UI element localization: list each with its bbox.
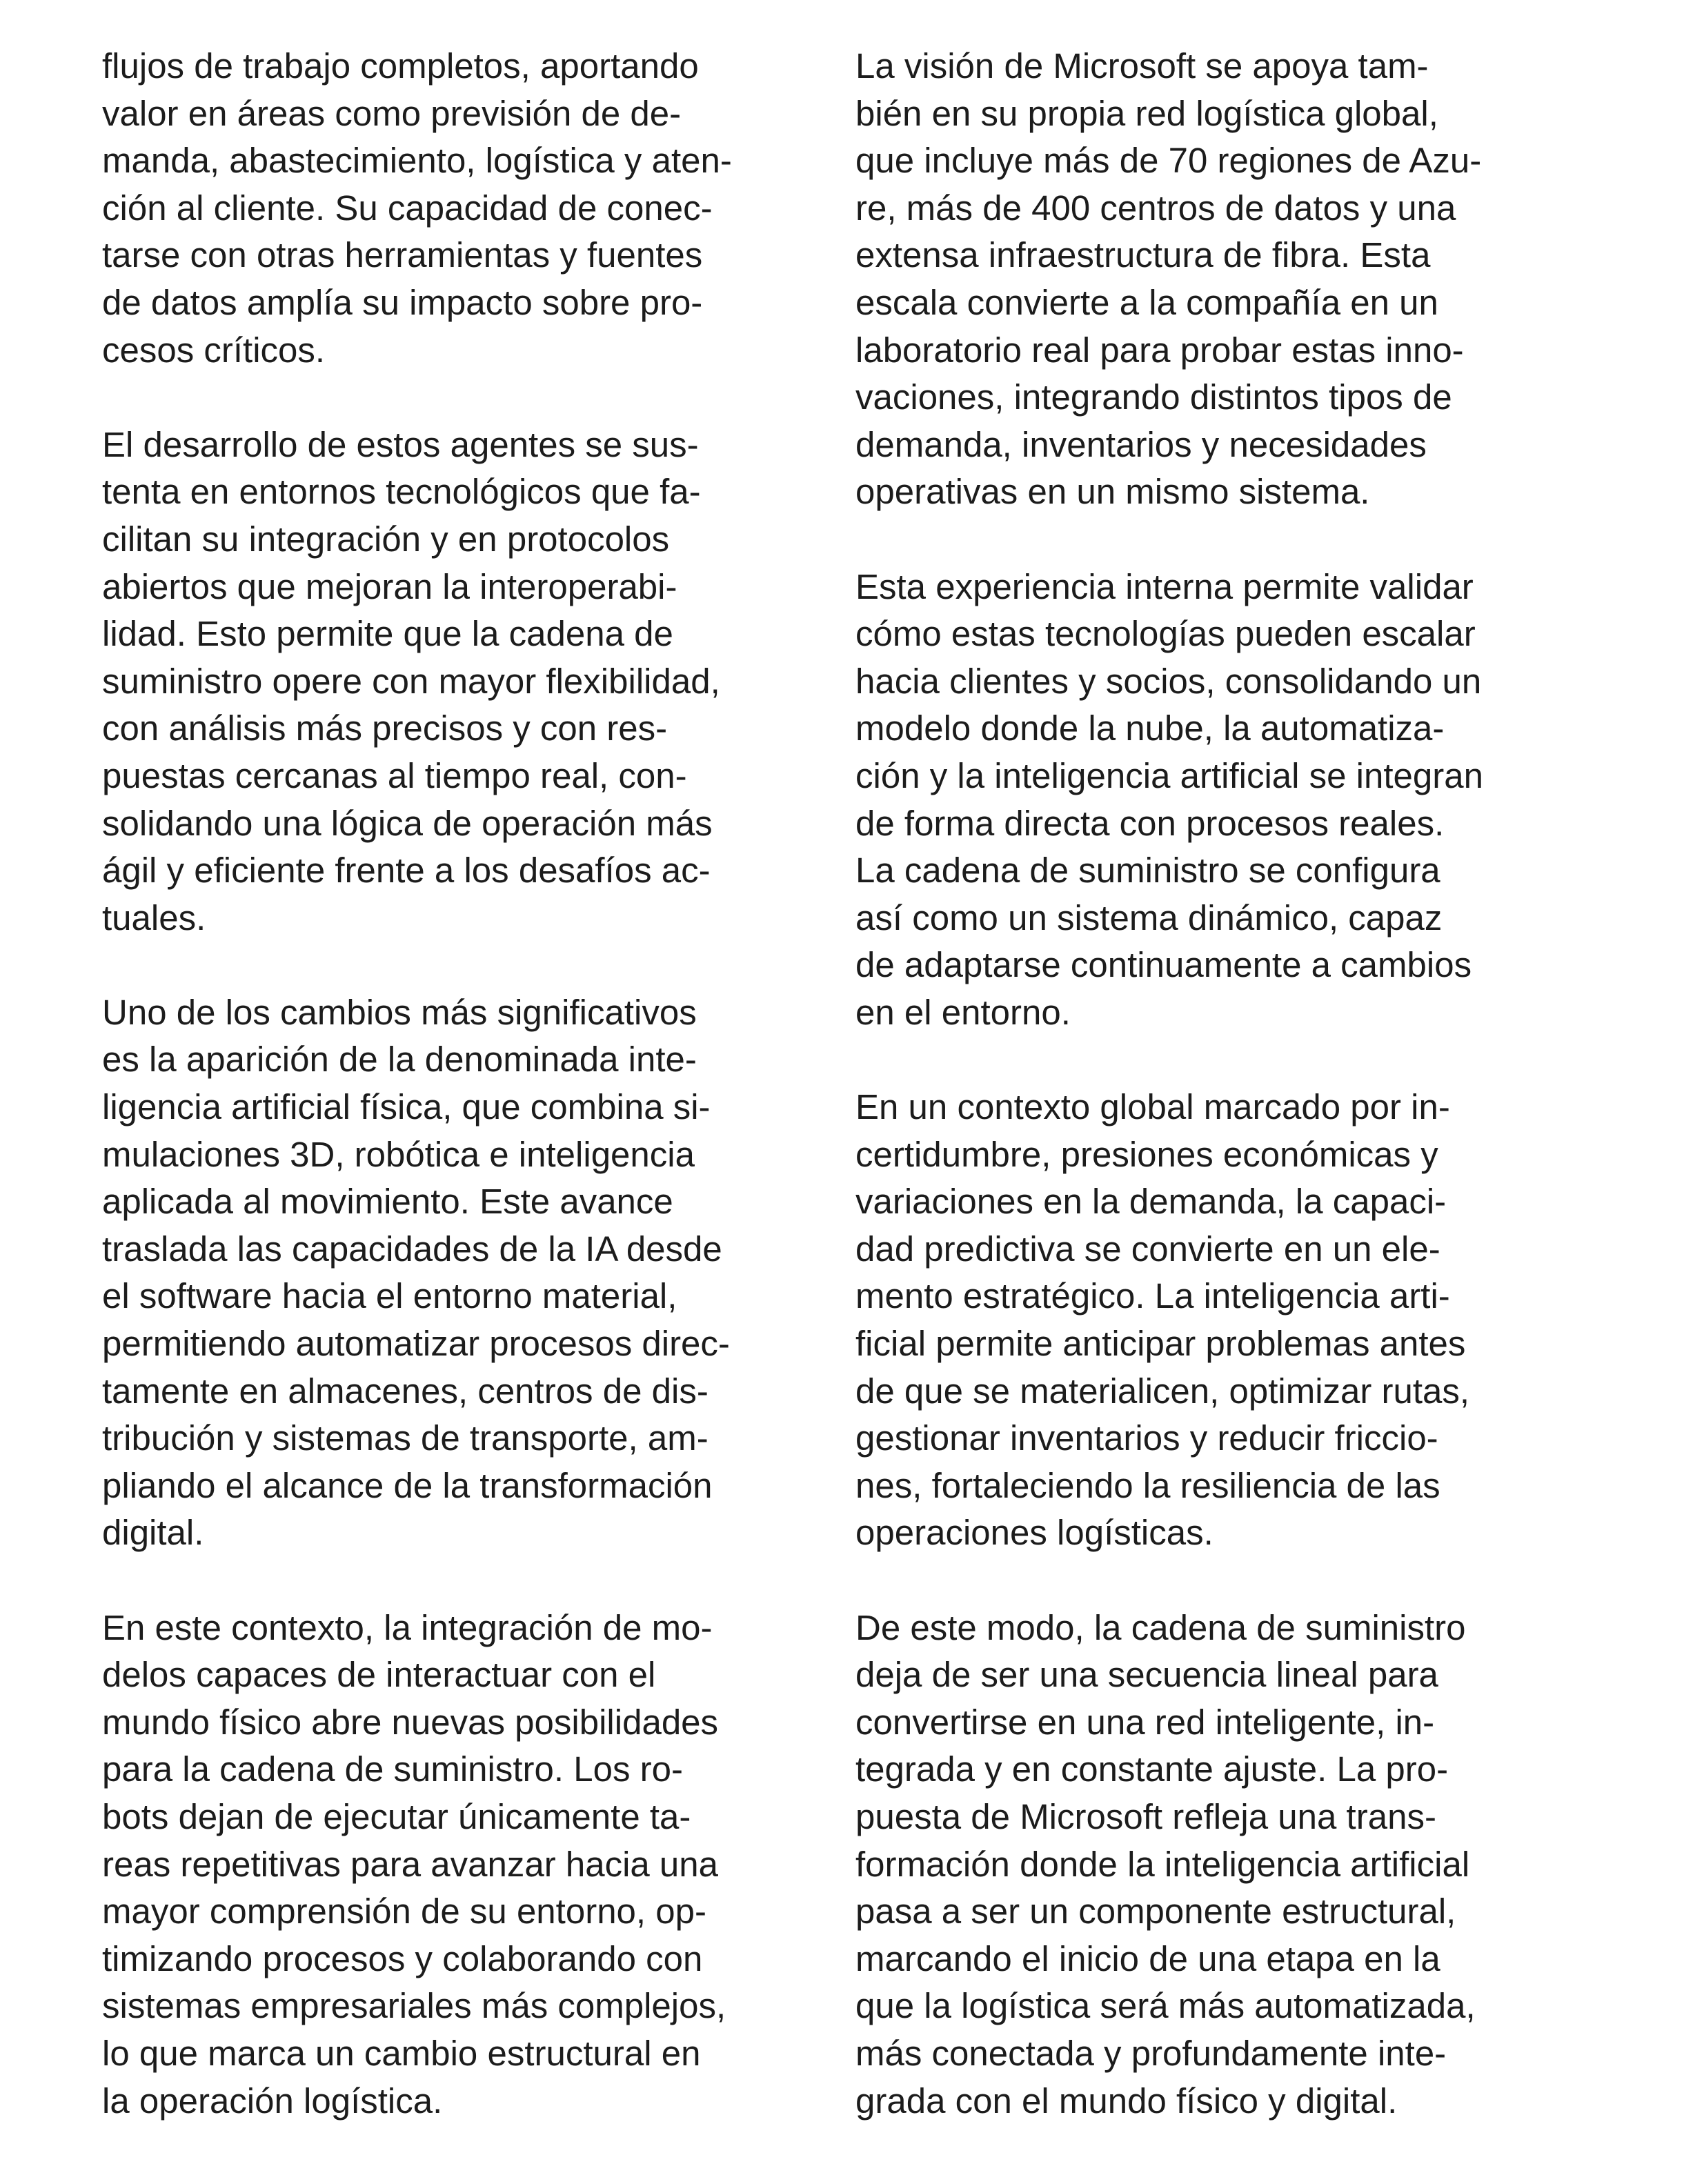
text-line: suministro opere con mayor flexibilidad, (102, 661, 720, 701)
text-line: cesos críticos. (102, 330, 326, 370)
text-line: bién en su propia red logística global, (855, 93, 1438, 133)
text-line: extensa infraestructura de fibra. Esta (855, 235, 1431, 275)
text-line: escala convierte a la compañía en un (855, 282, 1438, 322)
text-line: ción y la inteligencia artificial se integran (855, 755, 1483, 795)
text-line: tarse con otras herramientas y fuentes (102, 235, 703, 275)
paragraph (102, 1605, 799, 2125)
text-line: gestionar inventarios y reducir friccio- (855, 1418, 1438, 1458)
text-line: valor en áreas como previsión de de- (102, 93, 682, 133)
text-line: tribución y sistemas de transporte, am- (102, 1418, 709, 1458)
text-line: demanda, inventarios y necesidades (855, 424, 1427, 464)
text-line: nes, fortaleciendo la resiliencia de las (855, 1465, 1440, 1505)
paragraph (102, 989, 799, 1557)
text-line: en el entorno. (855, 992, 1071, 1032)
text-line: lo que marca un cambio estructural en (102, 2033, 701, 2073)
text-line: hacia clientes y socios, consolidando un (855, 661, 1482, 701)
text-line: modelo donde la nube, la automatiza- (855, 708, 1445, 748)
text-line: bots dejan de ejecutar únicamente ta- (102, 1796, 691, 1836)
left-column (102, 43, 799, 2172)
text-line: flujos de trabajo completos, aportando (102, 46, 699, 86)
text-line: manda, abastecimiento, logística y aten- (102, 141, 732, 181)
text-line: laboratorio real para probar estas inno- (855, 330, 1464, 370)
text-line: reas repetitivas para avanzar hacia una (102, 1844, 719, 1884)
text-line: así como un sistema dinámico, capaz (855, 897, 1443, 937)
text-line: mundo físico abre nuevas posibilidades (102, 1702, 719, 1742)
text-line: ción al cliente. Su capacidad de conec- (102, 188, 713, 228)
text-line: solidando una lógica de operación más (102, 803, 713, 843)
text-line: traslada las capacidades de la IA desde (102, 1229, 722, 1269)
text-line: con análisis más precisos y con res- (102, 708, 668, 748)
text-line: la operación logística. (102, 2081, 443, 2121)
text-line: vaciones, integrando distintos tipos de (855, 377, 1452, 417)
paragraph (102, 43, 799, 374)
text-line: mulaciones 3D, robótica e inteligencia (102, 1134, 695, 1174)
text-line: tuales. (102, 897, 206, 937)
text-line: permitiendo automatizar procesos direc- (102, 1324, 730, 1364)
text-line: grada con el mundo físico y digital. (855, 2081, 1398, 2121)
text-line: cómo estas tecnologías pueden escalar (855, 614, 1476, 654)
text-line: certidumbre, presiones económicas y (855, 1134, 1438, 1174)
text-line: que incluye más de 70 regiones de Azu- (855, 141, 1482, 181)
text-line: ficial permite anticipar problemas antes (855, 1324, 1466, 1364)
text-line: pliando el alcance de la transformación (102, 1465, 713, 1505)
text-line: En un contexto global marcado por in- (855, 1087, 1450, 1127)
text-line: El desarrollo de estos agentes se sus- (102, 424, 699, 464)
text-line: de forma directa con procesos reales. (855, 803, 1445, 843)
text-line: La visión de Microsoft se apoya tam- (855, 46, 1429, 86)
text-line: La cadena de suministro se configura (855, 851, 1440, 891)
text-line: convertirse en una red inteligente, in- (855, 1702, 1435, 1742)
paragraph (102, 421, 799, 942)
text-line: deja de ser una secuencia lineal para (855, 1655, 1438, 1695)
text-line: aplicada al movimiento. Este avance (102, 1182, 673, 1222)
paragraph (855, 1084, 1552, 1557)
text-line: mayor comprensión de su entorno, op- (102, 1892, 706, 1932)
text-line: ligencia artificial física, que combina si- (102, 1087, 711, 1127)
text-line: de datos amplía su impacto sobre pro- (102, 282, 703, 322)
text-line: dad predictiva se convierte en un ele- (855, 1229, 1440, 1269)
text-line: el software hacia el entorno material, (102, 1276, 677, 1316)
text-line: mento estratégico. La inteligencia arti- (855, 1276, 1450, 1316)
text-line: tamente en almacenes, centros de dis- (102, 1371, 709, 1411)
text-line: cilitan su integración y en protocolos (102, 519, 670, 559)
paragraph (855, 1605, 1552, 2125)
text-line: marcando el inicio de una etapa en la (855, 1938, 1440, 1978)
text-line: variaciones en la demanda, la capaci- (855, 1182, 1447, 1222)
text-line: de que se materialicen, optimizar rutas, (855, 1371, 1470, 1411)
text-line: digital. (102, 1513, 204, 1553)
paragraph (855, 43, 1552, 516)
text-line: pasa a ser un componente estructural, (855, 1892, 1456, 1932)
text-line: Uno de los cambios más significativos (102, 992, 697, 1032)
text-line: de adaptarse continuamente a cambios (855, 945, 1472, 985)
text-line: más conectada y profundamente inte- (855, 2033, 1447, 2073)
text-line: para la cadena de suministro. Los ro- (102, 1749, 683, 1789)
text-line: ágil y eficiente frente a los desafíos ac- (102, 851, 711, 891)
text-line: sistemas empresariales más complejos, (102, 1986, 726, 2026)
text-line: lidad. Esto permite que la cadena de (102, 614, 673, 654)
text-line: operativas en un mismo sistema. (855, 472, 1370, 512)
text-line: puestas cercanas al tiempo real, con- (102, 755, 687, 795)
text-line: operaciones logísticas. (855, 1513, 1213, 1553)
text-line: puesta de Microsoft refleja una trans- (855, 1796, 1436, 1836)
text-line: tenta en entornos tecnológicos que fa- (102, 472, 701, 512)
paragraph (855, 564, 1552, 1037)
text-line: tegrada y en constante ajuste. La pro- (855, 1749, 1449, 1789)
text-line: En este contexto, la integración de mo- (102, 1607, 713, 1647)
right-column (855, 43, 1552, 2172)
text-line: que la logística será más automatizada, (855, 1986, 1476, 2026)
text-line: delos capaces de interactuar con el (102, 1655, 656, 1695)
text-line: abiertos que mejoran la interoperabi- (102, 566, 677, 606)
text-line: es la aparición de la denominada inte- (102, 1040, 697, 1080)
text-line: re, más de 400 centros de datos y una (855, 188, 1456, 228)
text-line: Esta experiencia interna permite validar (855, 566, 1474, 606)
text-line: timizando procesos y colaborando con (102, 1938, 703, 1978)
text-line: De este modo, la cadena de suministro (855, 1607, 1466, 1647)
text-line: formación donde la inteligencia artificial (855, 1844, 1470, 1884)
